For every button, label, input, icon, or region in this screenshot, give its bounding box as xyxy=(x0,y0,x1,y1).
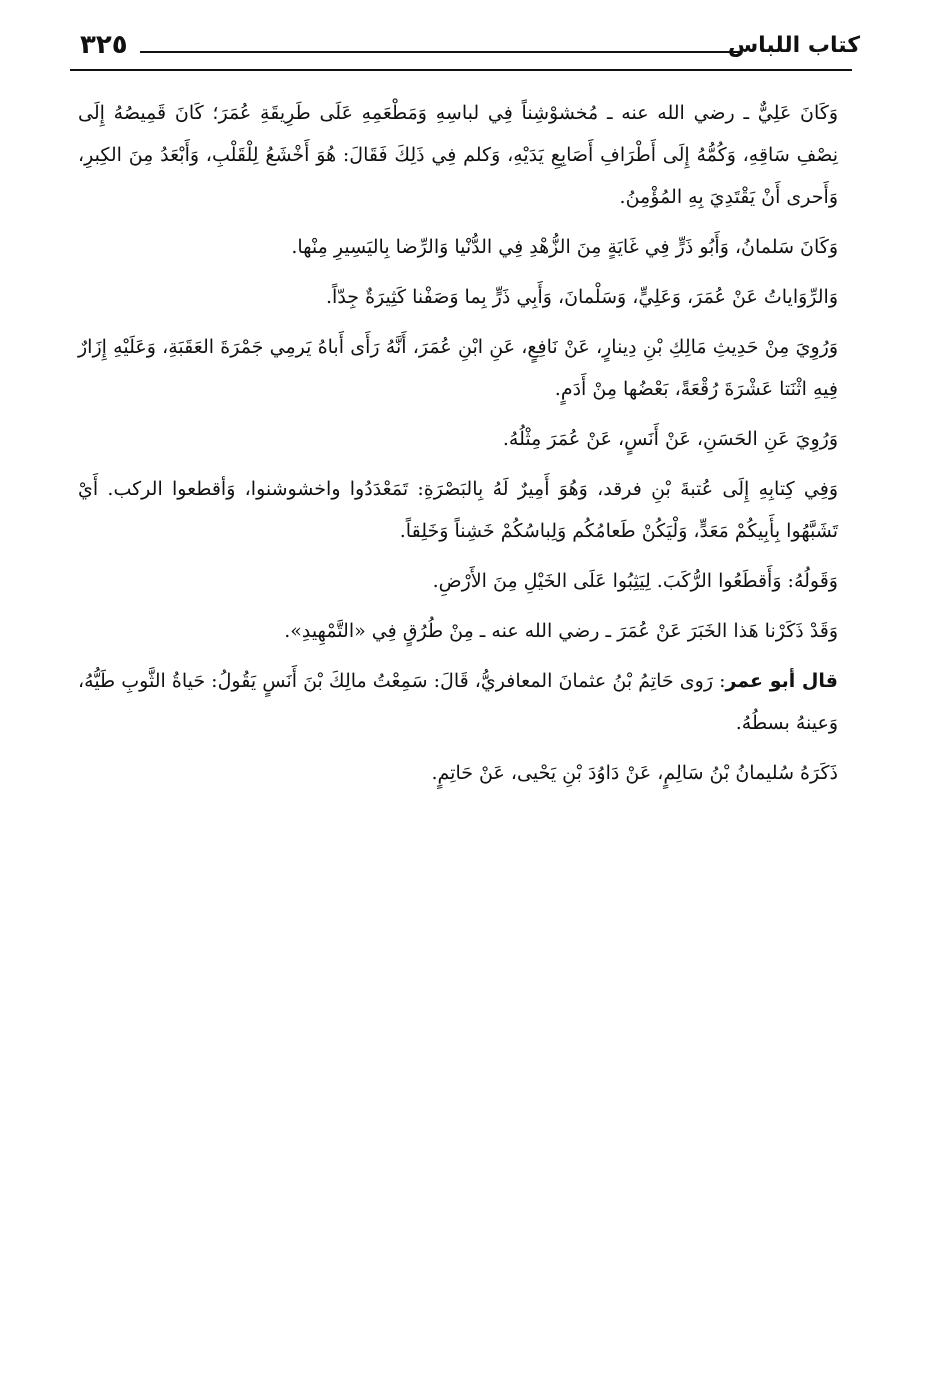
page-number: ٣٢٥ xyxy=(80,30,128,60)
speaker-label: قال أبو عمر xyxy=(725,670,838,692)
paragraph: وَقَدْ ذَكَرْنا هَذا الخَبَرَ عَنْ عُمَرَ ـ رضي الله عنه ـ مِنْ طُرُقٍ فِي «التَّمْهِيدِ». xyxy=(284,620,838,642)
paragraph: وَرُوِيَ عَنِ الحَسَنِ، عَنْ أَنَسٍ، عَنْ عُمَرَ مِثْلُهُ. xyxy=(502,428,838,450)
paragraph: وَالرِّوَاياتُ عَنْ عُمَرَ، وَعَلِيٍّ، وَسَلْمانَ، وَأَبِي ذَرٍّ بِما وَصَفْنا كَثِيرَةٌ جِدّاً. xyxy=(326,286,838,308)
paragraph: وَكَانَ سَلمانُ، وَأَبُو ذَرٍّ فِي غَايَةٍ مِنَ الزُّهْدِ فِي الدُّنْيا وَالرِّضا بِاليَسِيرِ مِنْها. xyxy=(291,236,838,258)
header-rule xyxy=(70,69,852,71)
paragraph: وَفِي كِتابِهِ إِلَى عُتبةَ بْنِ فرقد، وَهُوَ أَمِيرٌ لَهُ بِالبَصْرَةِ: تَمَعْدَدُوا واخشوشنوا، وَأقطعوا الركب. أَيْ تَشَبَّهُوا بِأَبِيكُمْ مَعَدٍّ، وَلْيَكُنْ طَعامُكُم وَلِباسُكُمْ خَشِناً وَخَلِقاً. xyxy=(78,478,838,542)
abu-umar-paragraph xyxy=(78,660,838,744)
running-title: كتاب اللباس xyxy=(727,33,860,58)
header-dash-line xyxy=(140,51,742,53)
page-header xyxy=(70,22,860,72)
abu-umar-text: : رَوى حَاتِمُ بْنُ عثمانَ المعافريُّ، قَالَ: سَمِعْتُ مالِكَ بْنَ أَنَسٍ يَقُولُ: حَياةُ الثَّوبِ طَيُّهُ، وَعينهُ بسطُهُ. xyxy=(78,670,838,734)
paragraph: ذَكَرَهُ سُليمانُ بْنُ سَالِمٍ، عَنْ دَاوُدَ بْنِ يَحْيى، عَنْ حَاتِمٍ. xyxy=(431,762,838,784)
paragraph: وَرُوِيَ مِنْ حَدِيثِ مَالِكِ بْنِ دِينارٍ، عَنْ نَافِعٍ، عَنِ ابْنِ عُمَرَ، أَنَّهُ رَأَى أَباهُ يَرمِي جَمْرَةَ العَقَبَةِ، وَعَلَيْهِ إِزَارٌ فِيهِ اثْنَتا عَشْرَةَ رُقْعَةً، بَعْضُها مِنْ أَدَمٍ. xyxy=(78,336,838,400)
paragraph: وَكَانَ عَلِيٌّ ـ رضي الله عنه ـ مُخشوْشِناً فِي لباسِهِ وَمَطْعَمِهِ عَلَى طَرِيقَةِ عُمَرَ؛ كَانَ قَمِيصُهُ إِلَى نِصْفِ سَاقِهِ، وَكُمُّهُ إِلَى أَطْرَافِ أَصَابِعِ يَدَيْهِ، وَكلم فِي ذَلِكَ فَقَالَ: هُوَ أَخْشَعُ لِلْقَلْبِ، وَأَبْعَدُ مِنَ الكِبرِ، وَأَحرى أَنْ يَقْتَدِيَ بِهِ المُؤْمِنُ. xyxy=(78,102,838,208)
paragraph: وَقَولُهُ: وَأَقطَعُوا الرُّكَبَ. لِيَثِبُوا عَلَى الخَيْلِ مِنَ الأَرْضِ. xyxy=(432,570,838,592)
body-text xyxy=(78,92,838,802)
